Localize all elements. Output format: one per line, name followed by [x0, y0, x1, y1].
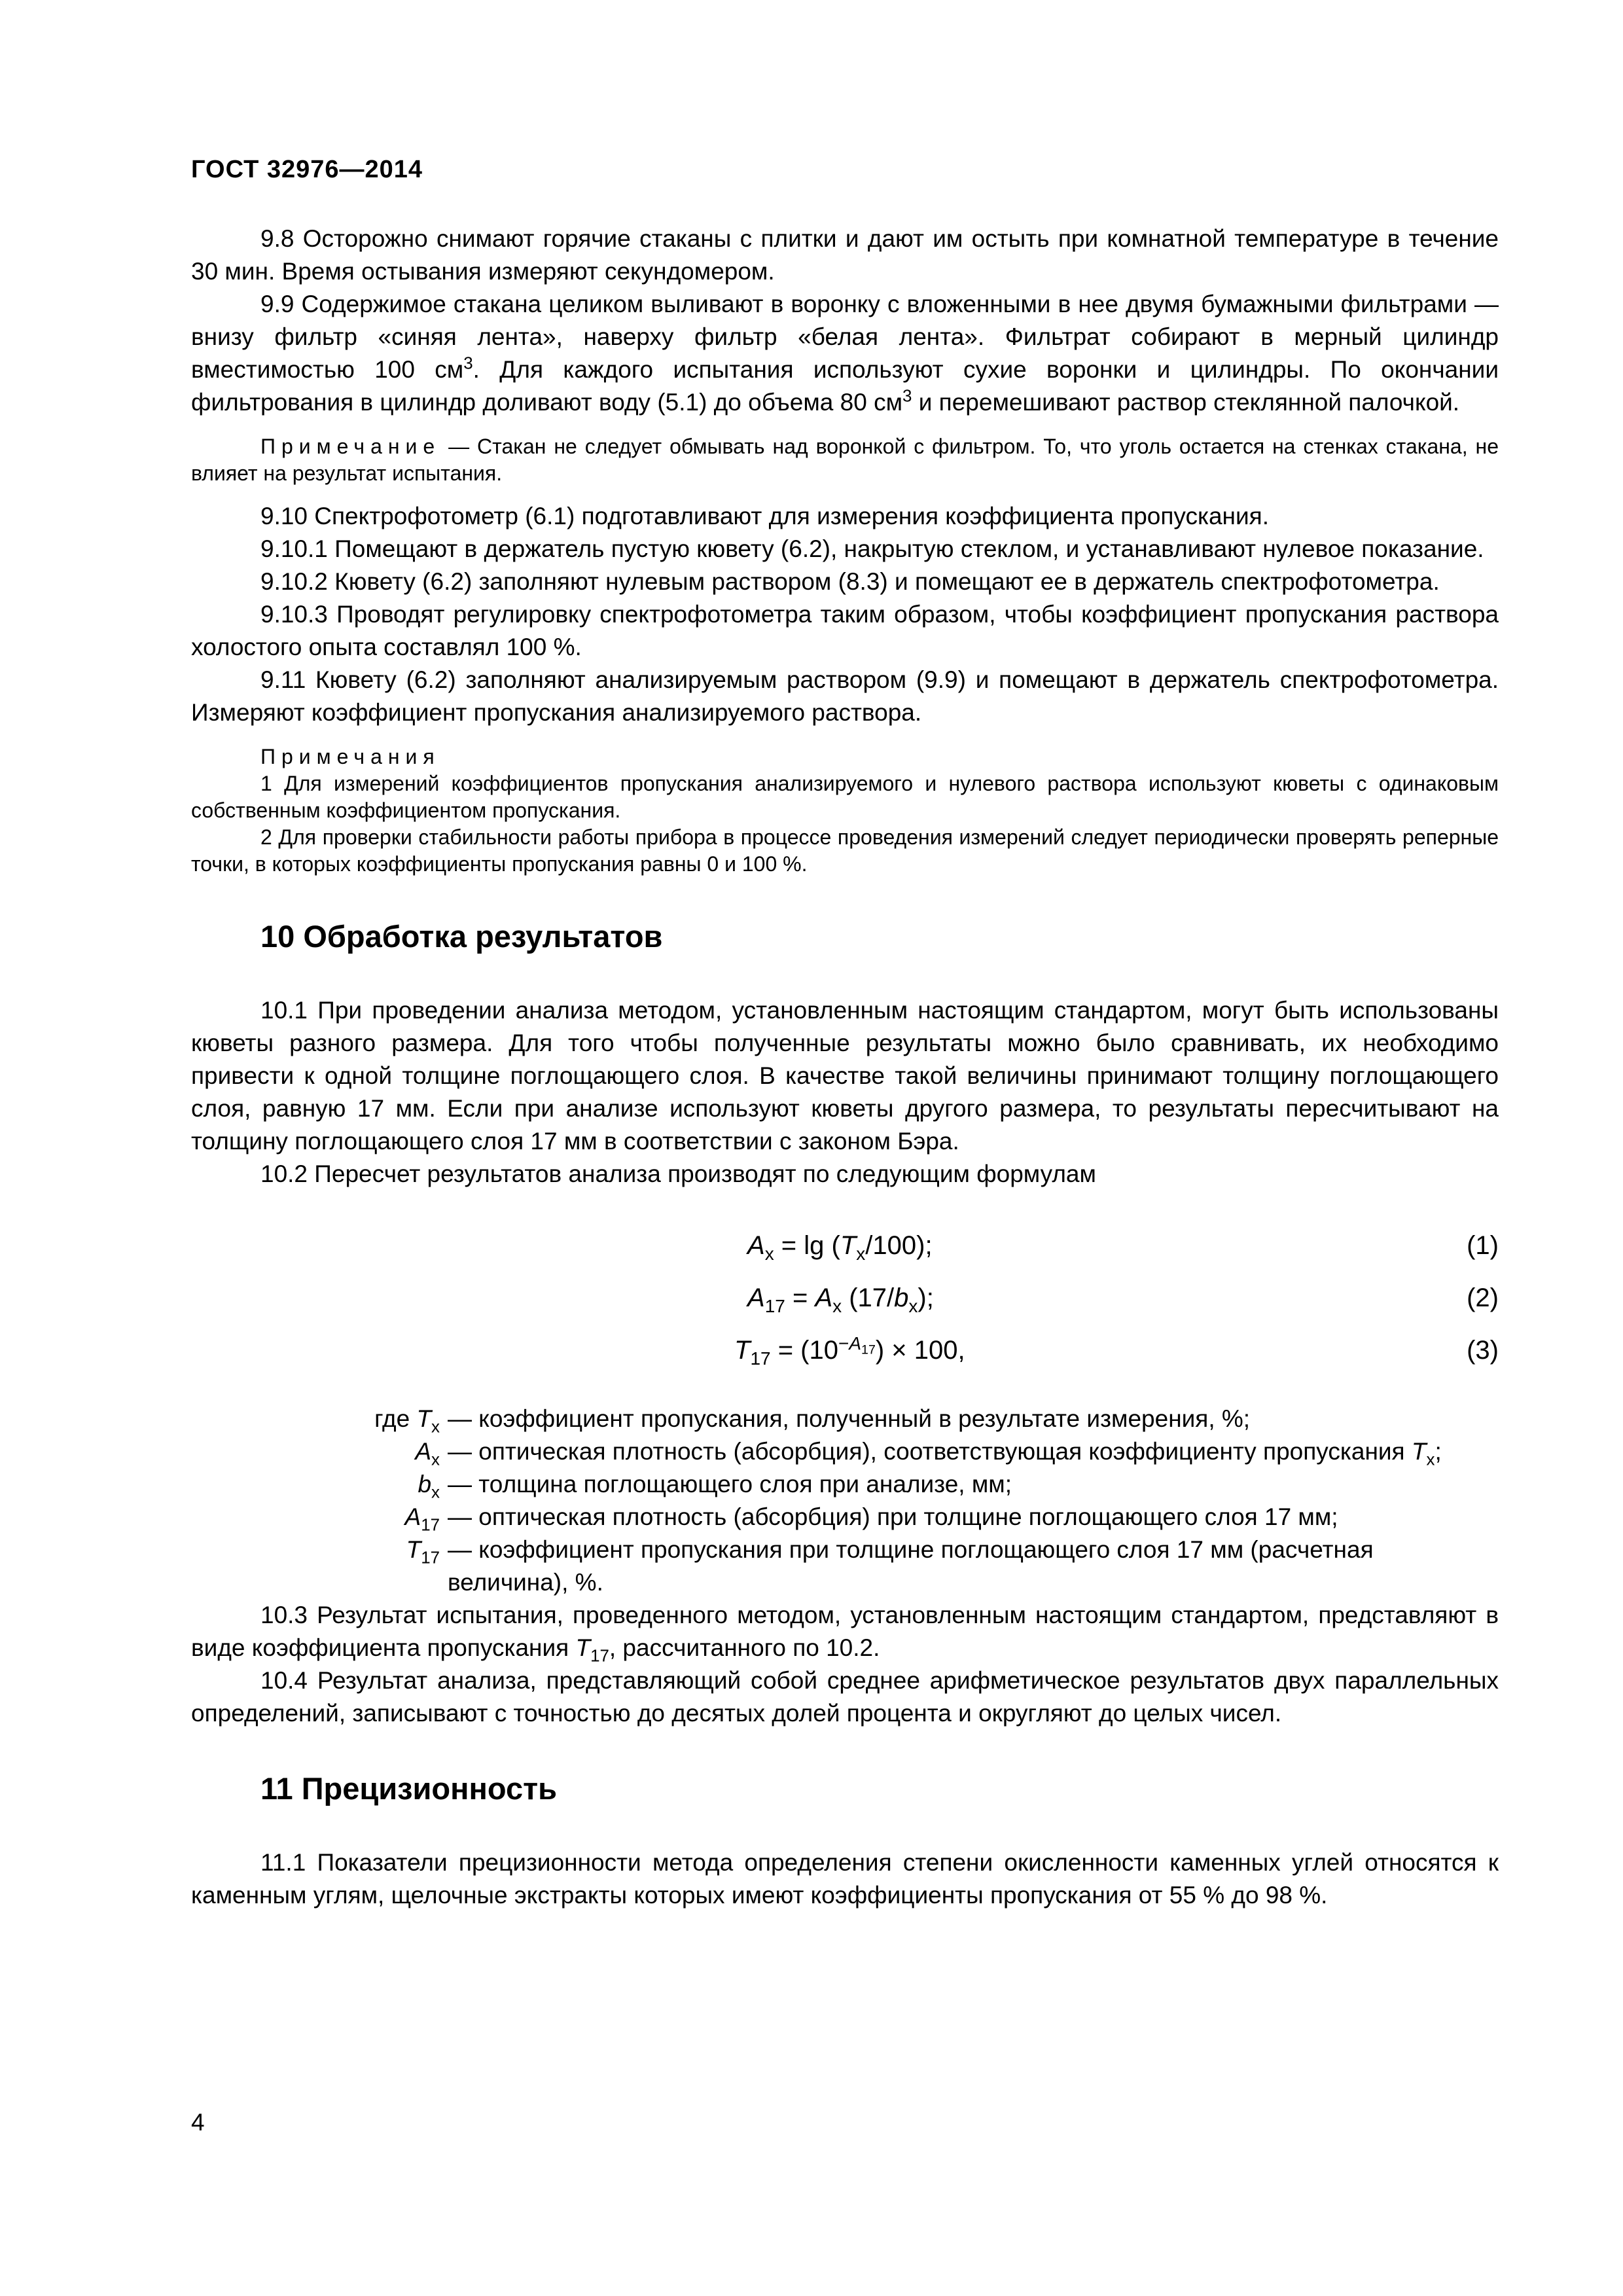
definition-row: $A_x$ — оптическая плотность (абсорбция), соответствующая коэффициенту пропускания $T_x$; — [415, 1438, 1442, 1469]
formula-3-expression: $T_{17} = (10^{-A_{17}}) \times 100$, — [734, 1333, 965, 1369]
formula-1-number: (1) — [1467, 1231, 1499, 1260]
notes-label: Примечания — [260, 745, 440, 768]
paragraph-9-10: 9.10 Спектрофотометр (6.1) подготавливают для измерения коэффициента пропускания. — [260, 503, 1269, 529]
formula-2 — [191, 1272, 1499, 1324]
note-9-9 — [191, 433, 1499, 487]
formula-block — [191, 1219, 1499, 1376]
paragraph-9-10-2: 9.10.2 Кювету (6.2) заполняют нулевым раствором (8.3) и помещают ее в держатель спектрофотометра. — [260, 568, 1440, 595]
paragraph-9-11: 9.11 Кювету (6.2) заполняют анализируемым раствором (9.9) и помещают в держатель спектрофотометра. Измеряют коэффициент пропускания анализируемого раствора. — [191, 666, 1499, 726]
paragraph-9-10-1: 9.10.1 Помещают в держатель пустую кювету (6.2), накрытую стеклом, и устанавливают нулевое показание. — [260, 535, 1484, 562]
section-heading-11: 11 Прецизионность — [260, 1771, 558, 1806]
formula-2-expression: $A_{17} = A_x$ $(17/b_x)$; — [747, 1283, 934, 1316]
paragraph-10-3: 10.3 Результат испытания, проведенного методом, установленным настоящим стандартом, представляют в виде коэффициента пропускания $T_{17}$, рассчитанного по 10.2. — [191, 1602, 1499, 1666]
formula-3-number: (3) — [1467, 1336, 1499, 1365]
paragraph-9-8: 9.8 Осторожно снимают горячие стаканы с плитки и дают им остыть при комнатной температуре в течение 30 мин. Время остывания измеряют секундомером. — [191, 225, 1499, 285]
paragraph-10-1: 10.1 При проведении анализа методом, установленным настоящим стандартом, могут быть использованы кюветы разного размера. Для того чтобы полученные результаты можно было сравнивать, их необходимо привести к одной толщине поглощающего слоя. В качестве такой величины принимают толщину поглощающего слоя, равную 17 мм. Если при анализе используют кюветы другого размера, то результаты пересчитывают на толщину поглощающего слоя 17 мм в соответствии с законом Бэра. — [191, 997, 1499, 1155]
formula-1-expression: $A_x = \lg (T_x/100)$; — [747, 1231, 933, 1264]
note-label: Примечание — [260, 435, 441, 458]
document-header: ГОСТ 32976—2014 — [191, 156, 423, 183]
definition-row: $A_{17}$ — оптическая плотность (абсорбция) при толщине поглощающего слоя 17 мм; — [404, 1503, 1338, 1535]
document-body — [191, 223, 1499, 1912]
section-heading-10: 10 Обработка результатов — [260, 919, 663, 954]
definition-row: где $T_x$ — коэффициент пропускания, полученный в результате измерения, %; — [374, 1405, 1251, 1437]
notes-9-11 — [191, 744, 1499, 878]
paragraph-10-4: 10.4 Результат анализа, представляющий собой среднее арифметическое результатов двух параллельных определений, записывают с точностью до десятых долей процента и округляют до целых чисел. — [191, 1667, 1499, 1727]
note-item-2: 2 Для проверки стабильности работы прибора в процессе проведения измерений следует периодически проверять реперные точки, в которых коэффициенты пропускания равны 0 и 100 %. — [191, 825, 1499, 876]
paragraph-9-10-3: 9.10.3 Проводят регулировку спектрофотометра таким образом, чтобы коэффициент пропускания раствора холостого опыта составлял 100 %. — [191, 601, 1499, 660]
formula-1 — [191, 1219, 1499, 1272]
paragraph-9-9: 9.9 Содержимое стакана целиком выливают в воронку с вложенными в нее двумя бумажными фильтрами — внизу фильтр «синяя лента», наверху фильтр «белая лента». Фильтрат собирают в мерный цилиндр вместимостью 100 $см^3$. Для каждого испытания используют сухие воронки и цилиндры. По окончании фильтрования в цилиндр доливают воду (5.1) до объема 80 $см^3$ и перемешивают раствор стеклянной палочкой. — [191, 291, 1499, 416]
page-number: 4 — [191, 2109, 205, 2136]
note-item-1: 1 Для измерений коэффициентов пропускания анализируемого и нулевого раствора используют кюветы с одинаковым собственным коэффициентом пропускания. — [191, 772, 1499, 822]
formula-3 — [191, 1324, 1499, 1376]
definition-row: $b_x$ — толщина поглощающего слоя при анализе, мм; — [418, 1471, 1012, 1502]
note-text: — Стакан не следует обмывать над воронкой с фильтром. То, что уголь остается на стенках стакана, не влияет на результат испытания. — [191, 435, 1499, 485]
variable-definitions — [191, 1403, 1499, 1599]
definition-row: $T_{17}$ — коэффициент пропускания при толщине поглощающего слоя 17 мм (расчетная величина), %. — [406, 1536, 1374, 1596]
paragraph-11-1: 11.1 Показатели прецизионности метода определения степени окисленности каменных углей относятся к каменным углям, щелочные экстракты которых имеют коэффициенты пропускания от 55 % до 98 %. — [191, 1849, 1499, 1909]
paragraph-10-2: 10.2 Пересчет результатов анализа производят по следующим формулам — [260, 1160, 1096, 1187]
formula-2-number: (2) — [1467, 1283, 1499, 1312]
